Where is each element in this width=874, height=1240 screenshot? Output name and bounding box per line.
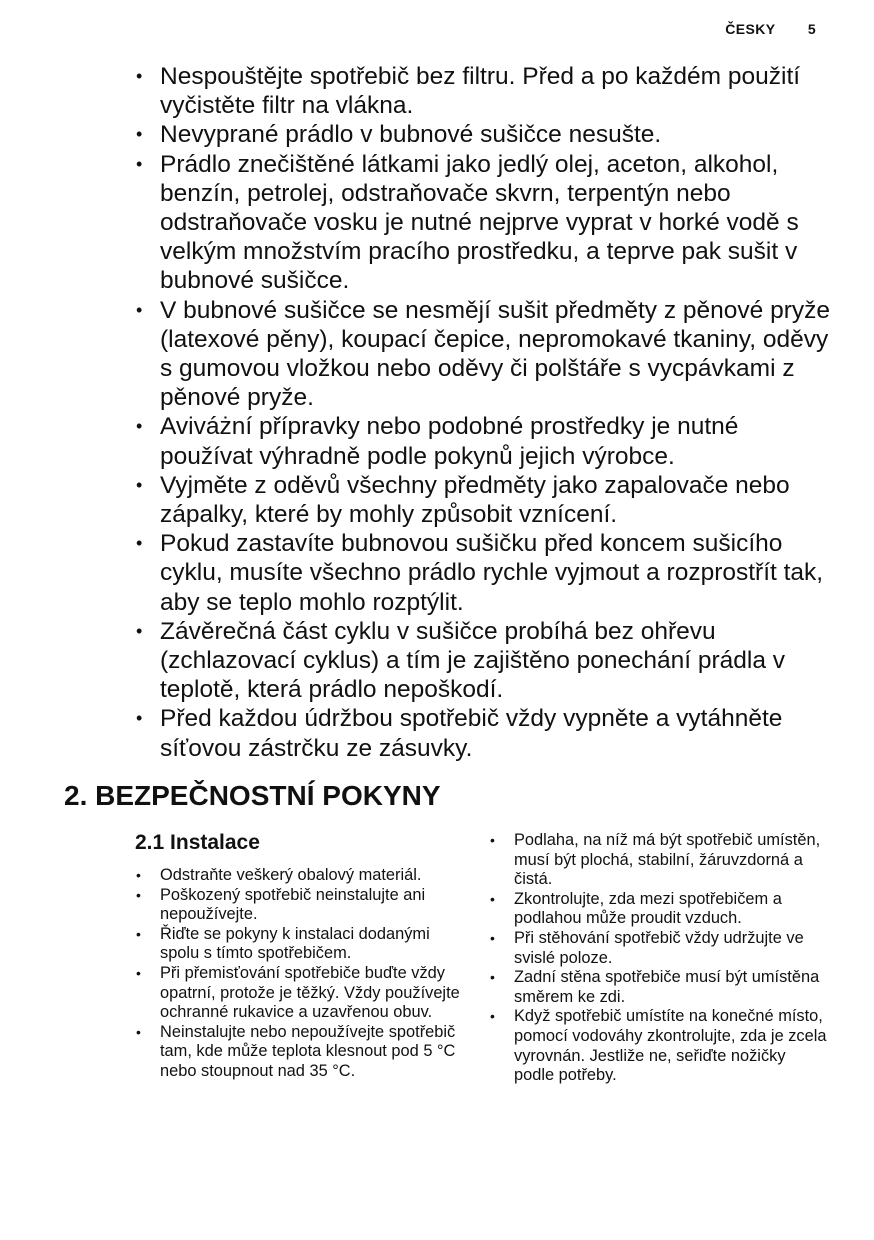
installation-list-right (489, 831, 829, 1086)
page-header (725, 21, 816, 37)
installation-list-left (135, 866, 465, 1082)
subsection-title: 2.1 Instalace (135, 831, 260, 854)
list-item: • Poškozený spotřebič neinstalujte ani nepoužívejte. (135, 886, 465, 925)
list-item: • Nevyprané prádlo v bubnové sušičce nesušte. (135, 120, 835, 149)
section-title: 2. BEZPEČNOSTNÍ POKYNY (64, 780, 441, 811)
list-item: • Při stěhování spotřebič vždy udržujte ve svislé poloze. (489, 929, 829, 968)
list-item: • Při přemisťování spotřebiče buďte vždy opatrní, protože je těžký. Vždy používejte ochranné rukavice a uzavřenou obuv. (135, 964, 465, 1023)
page-number: 5 (807, 21, 816, 37)
language-label: ČESKY (725, 21, 776, 37)
list-item: • Zkontrolujte, zda mezi spotřebičem a podlahou může proudit vzduch. (489, 890, 829, 929)
list-item: • Před každou údržbou spotřebič vždy vypněte a vytáhněte síťovou zástrčku ze zásuvky. (135, 704, 835, 762)
safety-bullet-list (135, 62, 835, 763)
list-item: • Aviváżní přípravky nebo podobné prostředky je nutné používat výhradně podle pokynů jejich výrobce. (135, 412, 835, 470)
list-item: • Pokud zastavíte bubnovou sušičku před koncem sušicího cyklu, musíte všechno prádlo rychle vyjmout a rozprostřít tak, aby se teplo mohlo rozptýlit. (135, 529, 835, 617)
list-item: • Zadní stěna spotřebiče musí být umístěna směrem ke zdi. (489, 968, 829, 1007)
list-item: • Když spotřebič umístíte na konečné místo, pomocí vodováhy zkontrolujte, zda je zcela vyrovnán. Jestliže ne, seřiďte nožičky podle potřeby. (489, 1007, 829, 1085)
list-item: • Řiďte se pokyny k instalaci dodanými spolu s tímto spotřebičem. (135, 925, 465, 964)
list-item: • Nespouštějte spotřebič bez filtru. Před a po každém použití vyčistěte filtr na vlákna. (135, 62, 835, 120)
list-item: • V bubnové sušičce se nesmějí sušit předměty z pěnové pryže (latexové pěny), koupací čepice, nepromokavé tkaniny, oděvy s gumovou vložkou nebo oděvy či polštáře s vycpávkami z pěnové pryže. (135, 296, 835, 413)
list-item: • Odstraňte veškerý obalový materiál. (135, 866, 465, 886)
list-item: • Prádlo znečištěné látkami jako jedlý olej, aceton, alkohol, benzín, petrolej, odstraňovače skvrn, terpentýn nebo odstraňovače vosku je nutné nejprve vyprat v horké vodě s velkým množstvím pracího prostředku, a teprve pak sušit v bubnové sušičce. (135, 150, 835, 296)
list-item: • Závěrečná část cyklu v sušičce probíhá bez ohřevu (zchlazovací cyklus) a tím je zajištěno ponechání prádla v teplotě, která prádlo nepoškodí. (135, 617, 835, 705)
list-item: • Vyjměte z oděvů všechny předměty jako zapalovače nebo zápalky, které by mohly způsobit vznícení. (135, 471, 835, 529)
list-item: • Podlaha, na níž má být spotřebič umístěn, musí být plochá, stabilní, žáruvzdorná a čistá. (489, 831, 829, 890)
list-item: • Neinstalujte nebo nepoužívejte spotřebič tam, kde může teplota klesnout pod 5 °C nebo stoupnout nad 35 °C. (135, 1023, 465, 1082)
